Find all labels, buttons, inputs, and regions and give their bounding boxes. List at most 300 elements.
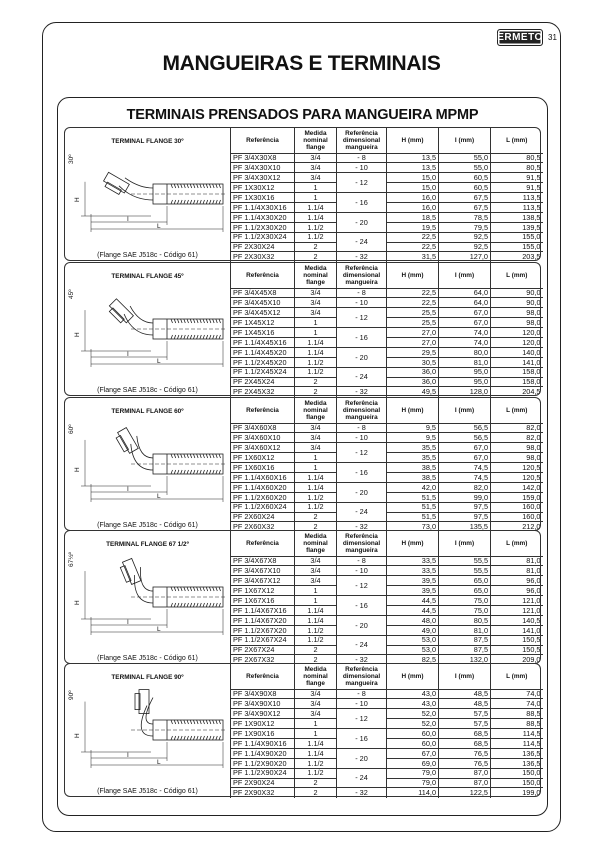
cell-reference: PF 1X45X12 bbox=[231, 318, 295, 328]
cell-reference: PF 1.1/4X90X20 bbox=[231, 748, 295, 758]
cell-flange-size: 1 bbox=[295, 318, 337, 328]
column-header-dim: Referência dimensional mangueira bbox=[337, 398, 387, 423]
dim-label-h: H bbox=[74, 332, 81, 337]
section-title: TERMINAL FLANGE 67 1/2º bbox=[106, 541, 189, 548]
cell-hose-dimension: - 32 bbox=[337, 655, 387, 665]
cell-l: 141,0 bbox=[491, 625, 543, 635]
cell-h: 43,0 bbox=[387, 699, 439, 709]
cell-reference: PF 1.1/4X45X20 bbox=[231, 347, 295, 357]
cell-l: 90,0 bbox=[491, 288, 543, 298]
cell-reference: PF 3/4X60X10 bbox=[231, 433, 295, 443]
table-row bbox=[231, 689, 543, 699]
cell-reference: PF 1.1/2X67X24 bbox=[231, 635, 295, 645]
cell-h: 44,5 bbox=[387, 596, 439, 606]
cell-hose-dimension: - 10 bbox=[337, 298, 387, 308]
stem-upper bbox=[140, 567, 153, 591]
cell-reference: PF 1.1/2X30X24 bbox=[231, 232, 295, 242]
cell-flange-size: 3/4 bbox=[295, 288, 337, 298]
cell-hose-dimension: - 16 bbox=[337, 463, 387, 483]
section-illustration bbox=[65, 664, 230, 796]
table-row bbox=[231, 699, 543, 709]
drawing-wrapper bbox=[68, 551, 226, 644]
cell-reference: PF 1.1/4X90X16 bbox=[231, 738, 295, 748]
section-illustration bbox=[65, 128, 230, 260]
brand-logo: ERMETO bbox=[497, 29, 543, 46]
table-row bbox=[231, 298, 543, 308]
cell-l: 96,0 bbox=[491, 576, 543, 586]
cell-hose-dimension: - 16 bbox=[337, 193, 387, 213]
column-header-l: L (mm) bbox=[491, 398, 543, 423]
cell-reference: PF 3/4X45X10 bbox=[231, 298, 295, 308]
cell-hose-dimension: - 32 bbox=[337, 788, 387, 798]
cell-hose-dimension: - 32 bbox=[337, 387, 387, 397]
table-header-row bbox=[231, 398, 543, 423]
cell-l: 150,0 bbox=[491, 768, 543, 778]
dim-label-i: I bbox=[127, 752, 129, 759]
cell-h: 51,5 bbox=[387, 512, 439, 522]
dim-label-i: I bbox=[127, 351, 129, 358]
cell-i: 95,0 bbox=[439, 367, 491, 377]
cell-hose-dimension: - 24 bbox=[337, 768, 387, 788]
cell-l: 199,0 bbox=[491, 788, 543, 798]
column-header-ref: Referência bbox=[231, 398, 295, 423]
cell-i: 82,0 bbox=[439, 482, 491, 492]
cell-h: 44,5 bbox=[387, 605, 439, 615]
cell-reference: PF 1.1/2X30X20 bbox=[231, 222, 295, 232]
cell-reference: PF 1X60X16 bbox=[231, 463, 295, 473]
cell-l: 121,0 bbox=[491, 596, 543, 606]
table-row bbox=[231, 615, 543, 625]
table-row bbox=[231, 242, 543, 252]
cell-reference: PF 1.1/2X60X20 bbox=[231, 492, 295, 502]
cell-l: 98,0 bbox=[491, 453, 543, 463]
cell-hose-dimension: - 8 bbox=[337, 153, 387, 163]
section-footnote: (Flange SAE J518c - Código 61) bbox=[97, 387, 198, 394]
cell-reference: PF 1.1/4X67X16 bbox=[231, 605, 295, 615]
cell-l: 142,0 bbox=[491, 482, 543, 492]
table-row bbox=[231, 318, 543, 328]
cell-h: 27,0 bbox=[387, 337, 439, 347]
cell-reference: PF 3/4X90X8 bbox=[231, 689, 295, 699]
column-header-ref: Referência bbox=[231, 263, 295, 288]
table-row bbox=[231, 423, 543, 433]
cell-l: 96,0 bbox=[491, 586, 543, 596]
section-footnote: (Flange SAE J518c - Código 61) bbox=[97, 655, 198, 662]
table-row bbox=[231, 387, 543, 397]
fitting-drawing bbox=[68, 150, 226, 236]
cell-i: 64,0 bbox=[439, 298, 491, 308]
angle-label: 67½º bbox=[68, 551, 75, 567]
cell-reference: PF 2X67X24 bbox=[231, 645, 295, 655]
cell-l: 120,5 bbox=[491, 472, 543, 482]
cell-h: 38,5 bbox=[387, 472, 439, 482]
fitting-section bbox=[64, 530, 541, 664]
cell-hose-dimension: - 8 bbox=[337, 288, 387, 298]
page-number: 31 bbox=[548, 33, 557, 42]
dim-label-i: I bbox=[127, 216, 129, 223]
cell-flange-size: 2 bbox=[295, 387, 337, 397]
table-row bbox=[231, 288, 543, 298]
cell-hose-dimension: - 10 bbox=[337, 163, 387, 173]
cell-l: 120,0 bbox=[491, 337, 543, 347]
cell-flange-size: 1 bbox=[295, 463, 337, 473]
cell-l: 140,0 bbox=[491, 347, 543, 357]
cell-h: 79,0 bbox=[387, 778, 439, 788]
cell-reference: PF 3/4X45X12 bbox=[231, 308, 295, 318]
cell-i: 65,0 bbox=[439, 576, 491, 586]
cell-flange-size: 2 bbox=[295, 377, 337, 387]
cell-i: 55,0 bbox=[439, 163, 491, 173]
flange-face bbox=[116, 436, 128, 452]
cell-h: 33,5 bbox=[387, 566, 439, 576]
cell-hose-dimension: - 20 bbox=[337, 212, 387, 232]
cell-reference: PF 2X45X24 bbox=[231, 377, 295, 387]
cell-l: 88,5 bbox=[491, 709, 543, 719]
cell-flange-size: 1 bbox=[295, 596, 337, 606]
cell-flange-size: 3/4 bbox=[295, 443, 337, 453]
cell-reference: PF 1.1/2X90X24 bbox=[231, 768, 295, 778]
column-header-med: Medida nominal flange bbox=[295, 664, 337, 689]
cell-hose-dimension: - 12 bbox=[337, 709, 387, 729]
cell-h: 52,0 bbox=[387, 719, 439, 729]
spec-table bbox=[230, 398, 543, 532]
cell-hose-dimension: - 24 bbox=[337, 635, 387, 655]
table-row bbox=[231, 566, 543, 576]
cell-flange-size: 1.1/2 bbox=[295, 758, 337, 768]
table-row bbox=[231, 347, 543, 357]
cell-i: 135,5 bbox=[439, 522, 491, 532]
cell-flange-size: 3/4 bbox=[295, 163, 337, 173]
cell-h: 53,0 bbox=[387, 635, 439, 645]
cell-reference: PF 1X45X16 bbox=[231, 328, 295, 338]
cell-flange-size: 3/4 bbox=[295, 433, 337, 443]
cell-reference: PF 3/4X90X12 bbox=[231, 709, 295, 719]
drawing-wrapper bbox=[68, 686, 226, 777]
cell-flange-size: 3/4 bbox=[295, 699, 337, 709]
cell-reference: PF 2X30X32 bbox=[231, 252, 295, 262]
table-row bbox=[231, 605, 543, 615]
cell-reference: PF 3/4X67X12 bbox=[231, 576, 295, 586]
section-title: TERMINAL FLANGE 90º bbox=[111, 674, 184, 681]
cell-i: 87,0 bbox=[439, 778, 491, 788]
cell-i: 57,5 bbox=[439, 719, 491, 729]
cell-i: 48,5 bbox=[439, 699, 491, 709]
column-header-dim: Referência dimensional mangueira bbox=[337, 128, 387, 153]
cell-i: 68,5 bbox=[439, 729, 491, 739]
flange-face bbox=[109, 308, 124, 323]
fitting-section bbox=[64, 127, 541, 261]
table-row bbox=[231, 719, 543, 729]
cell-reference: PF 1.1/4X60X16 bbox=[231, 472, 295, 482]
fitting-drawing bbox=[68, 551, 226, 639]
cell-l: 160,0 bbox=[491, 512, 543, 522]
cell-i: 92,5 bbox=[439, 232, 491, 242]
cell-l: 203,5 bbox=[491, 252, 543, 262]
cell-flange-size: 2 bbox=[295, 655, 337, 665]
drawing-wrapper bbox=[68, 285, 226, 376]
cell-h: 38,5 bbox=[387, 463, 439, 473]
cell-reference: PF 2X67X32 bbox=[231, 655, 295, 665]
cell-flange-size: 2 bbox=[295, 645, 337, 655]
dim-label-l: L bbox=[157, 493, 161, 500]
cell-h: 35,5 bbox=[387, 453, 439, 463]
column-header-l: L (mm) bbox=[491, 263, 543, 288]
column-header-med: Medida nominal flange bbox=[295, 263, 337, 288]
cell-flange-size: 1.1/4 bbox=[295, 212, 337, 222]
cell-flange-size: 1.1/4 bbox=[295, 202, 337, 212]
cell-l: 121,0 bbox=[491, 605, 543, 615]
dim-label-l: L bbox=[157, 626, 161, 633]
cell-reference: PF 1X60X12 bbox=[231, 453, 295, 463]
cell-reference: PF 1X30X12 bbox=[231, 183, 295, 193]
fitting-section bbox=[64, 663, 541, 797]
cell-reference: PF 3/4X30X12 bbox=[231, 173, 295, 183]
stem-lower bbox=[134, 575, 153, 603]
table-row bbox=[231, 492, 543, 502]
cell-l: 158,0 bbox=[491, 377, 543, 387]
table-header-row bbox=[231, 128, 543, 153]
dim-label-h: H bbox=[74, 467, 81, 472]
spec-table bbox=[230, 128, 543, 262]
column-header-l: L (mm) bbox=[491, 128, 543, 153]
section-heading: TERMINAIS PRENSADOS PARA MANGUEIRA MPMP bbox=[126, 107, 479, 123]
cell-h: 43,0 bbox=[387, 689, 439, 699]
cell-i: 78,5 bbox=[439, 212, 491, 222]
cell-hose-dimension: - 16 bbox=[337, 596, 387, 616]
cell-flange-size: 1.1/4 bbox=[295, 482, 337, 492]
cell-h: 60,0 bbox=[387, 738, 439, 748]
cell-l: 150,0 bbox=[491, 778, 543, 788]
cell-i: 122,5 bbox=[439, 788, 491, 798]
cell-i: 132,0 bbox=[439, 655, 491, 665]
cell-hose-dimension: - 16 bbox=[337, 328, 387, 348]
cell-flange-size: 3/4 bbox=[295, 153, 337, 163]
cell-h: 114,0 bbox=[387, 788, 439, 798]
cell-i: 97,5 bbox=[439, 502, 491, 512]
cell-hose-dimension: - 20 bbox=[337, 347, 387, 367]
table-row bbox=[231, 729, 543, 739]
table-row bbox=[231, 748, 543, 758]
cell-h: 51,5 bbox=[387, 502, 439, 512]
cell-l: 82,0 bbox=[491, 433, 543, 443]
cell-reference: PF 1.1/2X45X20 bbox=[231, 357, 295, 367]
column-header-dim: Referência dimensional mangueira bbox=[337, 531, 387, 556]
dim-label-h: H bbox=[74, 733, 81, 738]
cell-flange-size: 1.1/4 bbox=[295, 738, 337, 748]
column-header-i: I (mm) bbox=[439, 664, 491, 689]
spec-table bbox=[230, 531, 543, 665]
cell-i: 76,5 bbox=[439, 758, 491, 768]
cell-reference: PF 2X90X24 bbox=[231, 778, 295, 788]
section-illustration bbox=[65, 263, 230, 395]
cell-flange-size: 3/4 bbox=[295, 689, 337, 699]
cell-l: 159,0 bbox=[491, 492, 543, 502]
cell-reference: PF 1.1/2X60X24 bbox=[231, 502, 295, 512]
column-header-h: H (mm) bbox=[387, 263, 439, 288]
cell-reference: PF 2X60X24 bbox=[231, 512, 295, 522]
column-header-l: L (mm) bbox=[491, 664, 543, 689]
cell-h: 82,5 bbox=[387, 655, 439, 665]
cell-h: 15,0 bbox=[387, 183, 439, 193]
cell-hose-dimension: - 10 bbox=[337, 433, 387, 443]
cell-l: 204,5 bbox=[491, 387, 543, 397]
cell-l: 160,0 bbox=[491, 502, 543, 512]
stem-upper bbox=[146, 698, 153, 724]
dim-label-h: H bbox=[74, 197, 81, 202]
table-row bbox=[231, 778, 543, 788]
cell-hose-dimension: - 16 bbox=[337, 729, 387, 749]
cell-h: 35,5 bbox=[387, 443, 439, 453]
section-illustration bbox=[65, 531, 230, 663]
dim-label-i: I bbox=[127, 619, 129, 626]
cell-i: 67,5 bbox=[439, 202, 491, 212]
cell-reference: PF 3/4X60X12 bbox=[231, 443, 295, 453]
cell-flange-size: 1 bbox=[295, 719, 337, 729]
cell-flange-size: 2 bbox=[295, 522, 337, 532]
cell-hose-dimension: - 12 bbox=[337, 308, 387, 328]
cell-reference: PF 3/4X45X8 bbox=[231, 288, 295, 298]
column-header-i: I (mm) bbox=[439, 128, 491, 153]
table-row bbox=[231, 512, 543, 522]
cell-l: 80,5 bbox=[491, 163, 543, 173]
cell-flange-size: 1.1/2 bbox=[295, 768, 337, 778]
table-row bbox=[231, 183, 543, 193]
cell-h: 13,5 bbox=[387, 163, 439, 173]
cell-i: 99,0 bbox=[439, 492, 491, 502]
table-row bbox=[231, 337, 543, 347]
cell-flange-size: 1 bbox=[295, 193, 337, 203]
cell-l: 120,5 bbox=[491, 463, 543, 473]
angle-label: 60º bbox=[68, 424, 75, 434]
table-row bbox=[231, 308, 543, 318]
cell-l: 98,0 bbox=[491, 318, 543, 328]
stem-upper bbox=[137, 436, 153, 458]
cell-h: 25,5 bbox=[387, 318, 439, 328]
cell-h: 16,0 bbox=[387, 202, 439, 212]
cell-reference: PF 1.1/4X30X16 bbox=[231, 202, 295, 212]
cell-h: 22,5 bbox=[387, 242, 439, 252]
cell-i: 79,5 bbox=[439, 222, 491, 232]
dim-label-h: H bbox=[74, 600, 81, 605]
cell-reference: PF 1.1/4X30X20 bbox=[231, 212, 295, 222]
column-header-dim: Referência dimensional mangueira bbox=[337, 664, 387, 689]
cell-reference: PF 1X90X16 bbox=[231, 729, 295, 739]
table-row bbox=[231, 153, 543, 163]
table-header-row bbox=[231, 664, 543, 689]
table-row bbox=[231, 232, 543, 242]
cell-i: 95,0 bbox=[439, 377, 491, 387]
table-row bbox=[231, 482, 543, 492]
cell-h: 48,0 bbox=[387, 615, 439, 625]
cell-l: 212,0 bbox=[491, 522, 543, 532]
cell-l: 136,5 bbox=[491, 748, 543, 758]
cell-flange-size: 3/4 bbox=[295, 709, 337, 719]
cell-flange-size: 3/4 bbox=[295, 566, 337, 576]
table-row bbox=[231, 453, 543, 463]
column-header-h: H (mm) bbox=[387, 398, 439, 423]
cell-l: 114,5 bbox=[491, 738, 543, 748]
cell-reference: PF 3/4X67X10 bbox=[231, 566, 295, 576]
cell-flange-size: 1.1/4 bbox=[295, 748, 337, 758]
table-header-row bbox=[231, 531, 543, 556]
dim-label-i: I bbox=[127, 486, 129, 493]
cell-h: 67,0 bbox=[387, 748, 439, 758]
cell-l: 114,5 bbox=[491, 729, 543, 739]
cell-l: 91,5 bbox=[491, 183, 543, 193]
table-row bbox=[231, 556, 543, 566]
cell-reference: PF 1.1/2X90X20 bbox=[231, 758, 295, 768]
cell-reference: PF 1X67X12 bbox=[231, 586, 295, 596]
column-header-h: H (mm) bbox=[387, 531, 439, 556]
cell-l: 155,0 bbox=[491, 242, 543, 252]
flange-head bbox=[109, 299, 133, 323]
cell-flange-size: 1 bbox=[295, 586, 337, 596]
table-row bbox=[231, 576, 543, 586]
cell-l: 80,5 bbox=[491, 153, 543, 163]
cell-i: 68,5 bbox=[439, 738, 491, 748]
column-header-ref: Referência bbox=[231, 531, 295, 556]
fitting-drawing bbox=[68, 420, 226, 506]
cell-reference: PF 3/4X90X10 bbox=[231, 699, 295, 709]
cell-i: 127,0 bbox=[439, 252, 491, 262]
cell-i: 67,0 bbox=[439, 308, 491, 318]
cell-h: 31,5 bbox=[387, 252, 439, 262]
cell-i: 55,5 bbox=[439, 566, 491, 576]
cell-flange-size: 1 bbox=[295, 729, 337, 739]
table-row bbox=[231, 768, 543, 778]
cell-i: 67,0 bbox=[439, 443, 491, 453]
cell-reference: PF 1X90X12 bbox=[231, 719, 295, 729]
cell-h: 39,5 bbox=[387, 586, 439, 596]
table-row bbox=[231, 173, 543, 183]
column-header-h: H (mm) bbox=[387, 664, 439, 689]
cell-flange-size: 1.1/2 bbox=[295, 357, 337, 367]
cell-flange-size: 1.1/2 bbox=[295, 635, 337, 645]
cell-l: 113,5 bbox=[491, 202, 543, 212]
cell-l: 88,5 bbox=[491, 719, 543, 729]
cell-i: 87,0 bbox=[439, 768, 491, 778]
table-row bbox=[231, 596, 543, 606]
section-footnote: (Flange SAE J518c - Código 61) bbox=[97, 788, 198, 795]
table-row bbox=[231, 645, 543, 655]
dim-label-l: L bbox=[157, 358, 161, 365]
cell-h: 9,5 bbox=[387, 433, 439, 443]
table-row bbox=[231, 193, 543, 203]
cell-h: 25,5 bbox=[387, 308, 439, 318]
cell-flange-size: 1.1/2 bbox=[295, 222, 337, 232]
cell-h: 73,0 bbox=[387, 522, 439, 532]
table-row bbox=[231, 433, 543, 443]
cell-i: 57,5 bbox=[439, 709, 491, 719]
table-row bbox=[231, 222, 543, 232]
cell-i: 75,0 bbox=[439, 596, 491, 606]
cell-l: 74,0 bbox=[491, 699, 543, 709]
table-row bbox=[231, 788, 543, 798]
column-header-h: H (mm) bbox=[387, 128, 439, 153]
cell-h: 39,5 bbox=[387, 576, 439, 586]
cell-h: 49,5 bbox=[387, 387, 439, 397]
cell-i: 74,0 bbox=[439, 337, 491, 347]
cell-l: 136,5 bbox=[491, 758, 543, 768]
cell-flange-size: 1.1/2 bbox=[295, 232, 337, 242]
cell-hose-dimension: - 12 bbox=[337, 173, 387, 193]
cell-h: 53,0 bbox=[387, 645, 439, 655]
cell-reference: PF 3/4X67X8 bbox=[231, 556, 295, 566]
cell-i: 67,0 bbox=[439, 318, 491, 328]
cell-i: 55,5 bbox=[439, 556, 491, 566]
cell-h: 16,0 bbox=[387, 193, 439, 203]
cell-hose-dimension: - 32 bbox=[337, 252, 387, 262]
